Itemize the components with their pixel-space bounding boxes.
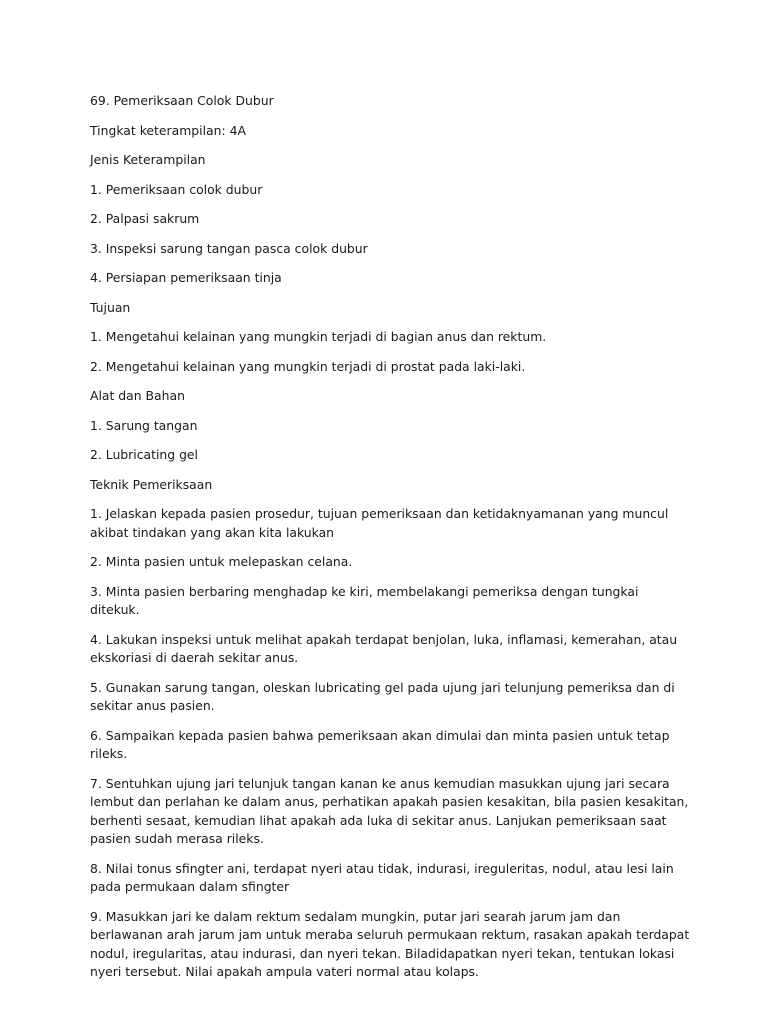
skill-type-item: 4. Persiapan pemeriksaan tinja bbox=[90, 270, 282, 285]
skill-type-item: 1. Pemeriksaan colok dubur bbox=[90, 181, 263, 197]
technique-step: 2. Minta pasien untuk melepaskan celana. bbox=[90, 554, 353, 569]
technique-step: 1. Jelaskan kepada pasien prosedur, tujuan pemeriksaan dan ketidaknyamanan yang muncul akibat tindakan yang akan kita lakukan bbox=[90, 506, 669, 540]
technique-step: 6. Sampaikan kepada pasien bahwa pemeriksaan akan dimulai dan minta pasien untuk tetap rileks. bbox=[90, 727, 670, 761]
technique-step: 8. Nilai tonus sfingter ani, terdapat nyeri atau tidak, indurasi, ireguleritas, nodul, atau lesi lain pada permukaan dalam sfingter bbox=[90, 860, 674, 894]
technique-step: 3. Minta pasien berbaring menghadap ke kiri, membelakangi pemeriksa dengan tungkai ditekuk. bbox=[90, 583, 639, 617]
purpose-heading: Tujuan bbox=[90, 299, 131, 315]
purpose-item: 1. Mengetahui kelainan yang mungkin terjadi di bagian anus dan rektum. bbox=[90, 329, 547, 344]
skill-type-item: 2. Palpasi sakrum bbox=[90, 211, 200, 226]
document-title: 69. Pemeriksaan Colok Dubur bbox=[90, 93, 274, 108]
document-page bbox=[90, 92, 690, 993]
technique-step: 4. Lakukan inspeksi untuk melihat apakah terdapat benjolan, luka, inflamasi, kemerahan, atau ekskoriasi di daerah sekitar anus. bbox=[90, 631, 678, 665]
purpose-item: 2. Mengetahui kelainan yang mungkin terjadi di prostat pada laki-laki. bbox=[90, 358, 526, 374]
technique-step: 7. Sentuhkan ujung jari telunjuk tangan kanan ke anus kemudian masukkan ujung jari secara lembut dan perlahan ke dalam anus, perhatikan apakah pasien kesakitan, bila pasien kesakitan, berhenti sesaat, kemudian lihat apakah ada luka di sekitar anus. Lanjukan pemeriksaan saat pasien sudah merasa rileks. bbox=[90, 775, 689, 846]
skill-types-heading: Jenis Keterampilan bbox=[90, 152, 206, 167]
skill-type-item: 3. Inspeksi sarung tangan pasca colok dubur bbox=[90, 240, 368, 256]
technique-heading: Teknik Pemeriksaan bbox=[90, 476, 213, 492]
skill-level: Tingkat keterampilan: 4A bbox=[90, 122, 246, 138]
materials-heading: Alat dan Bahan bbox=[90, 388, 185, 403]
material-item: 2. Lubricating gel bbox=[90, 447, 198, 462]
technique-step: 9. Masukkan jari ke dalam rektum sedalam mungkin, putar jari searah jarum jam dan berlawanan arah jarum jam untuk meraba seluruh permukaan rektum, rasakan apakah terdapat nodul, iregularitas, atau indurasi, dan nyeri tekan. Biladidapatkan nyeri tekan, tentukan lokasi nyeri tersebut. Nilai apakah ampula vateri normal atau kolaps. bbox=[90, 908, 690, 979]
technique-step: 5. Gunakan sarung tangan, oleskan lubricating gel pada ujung jari telunjung pemeriksa dan di sekitar anus pasien. bbox=[90, 679, 675, 713]
material-item: 1. Sarung tangan bbox=[90, 417, 198, 433]
